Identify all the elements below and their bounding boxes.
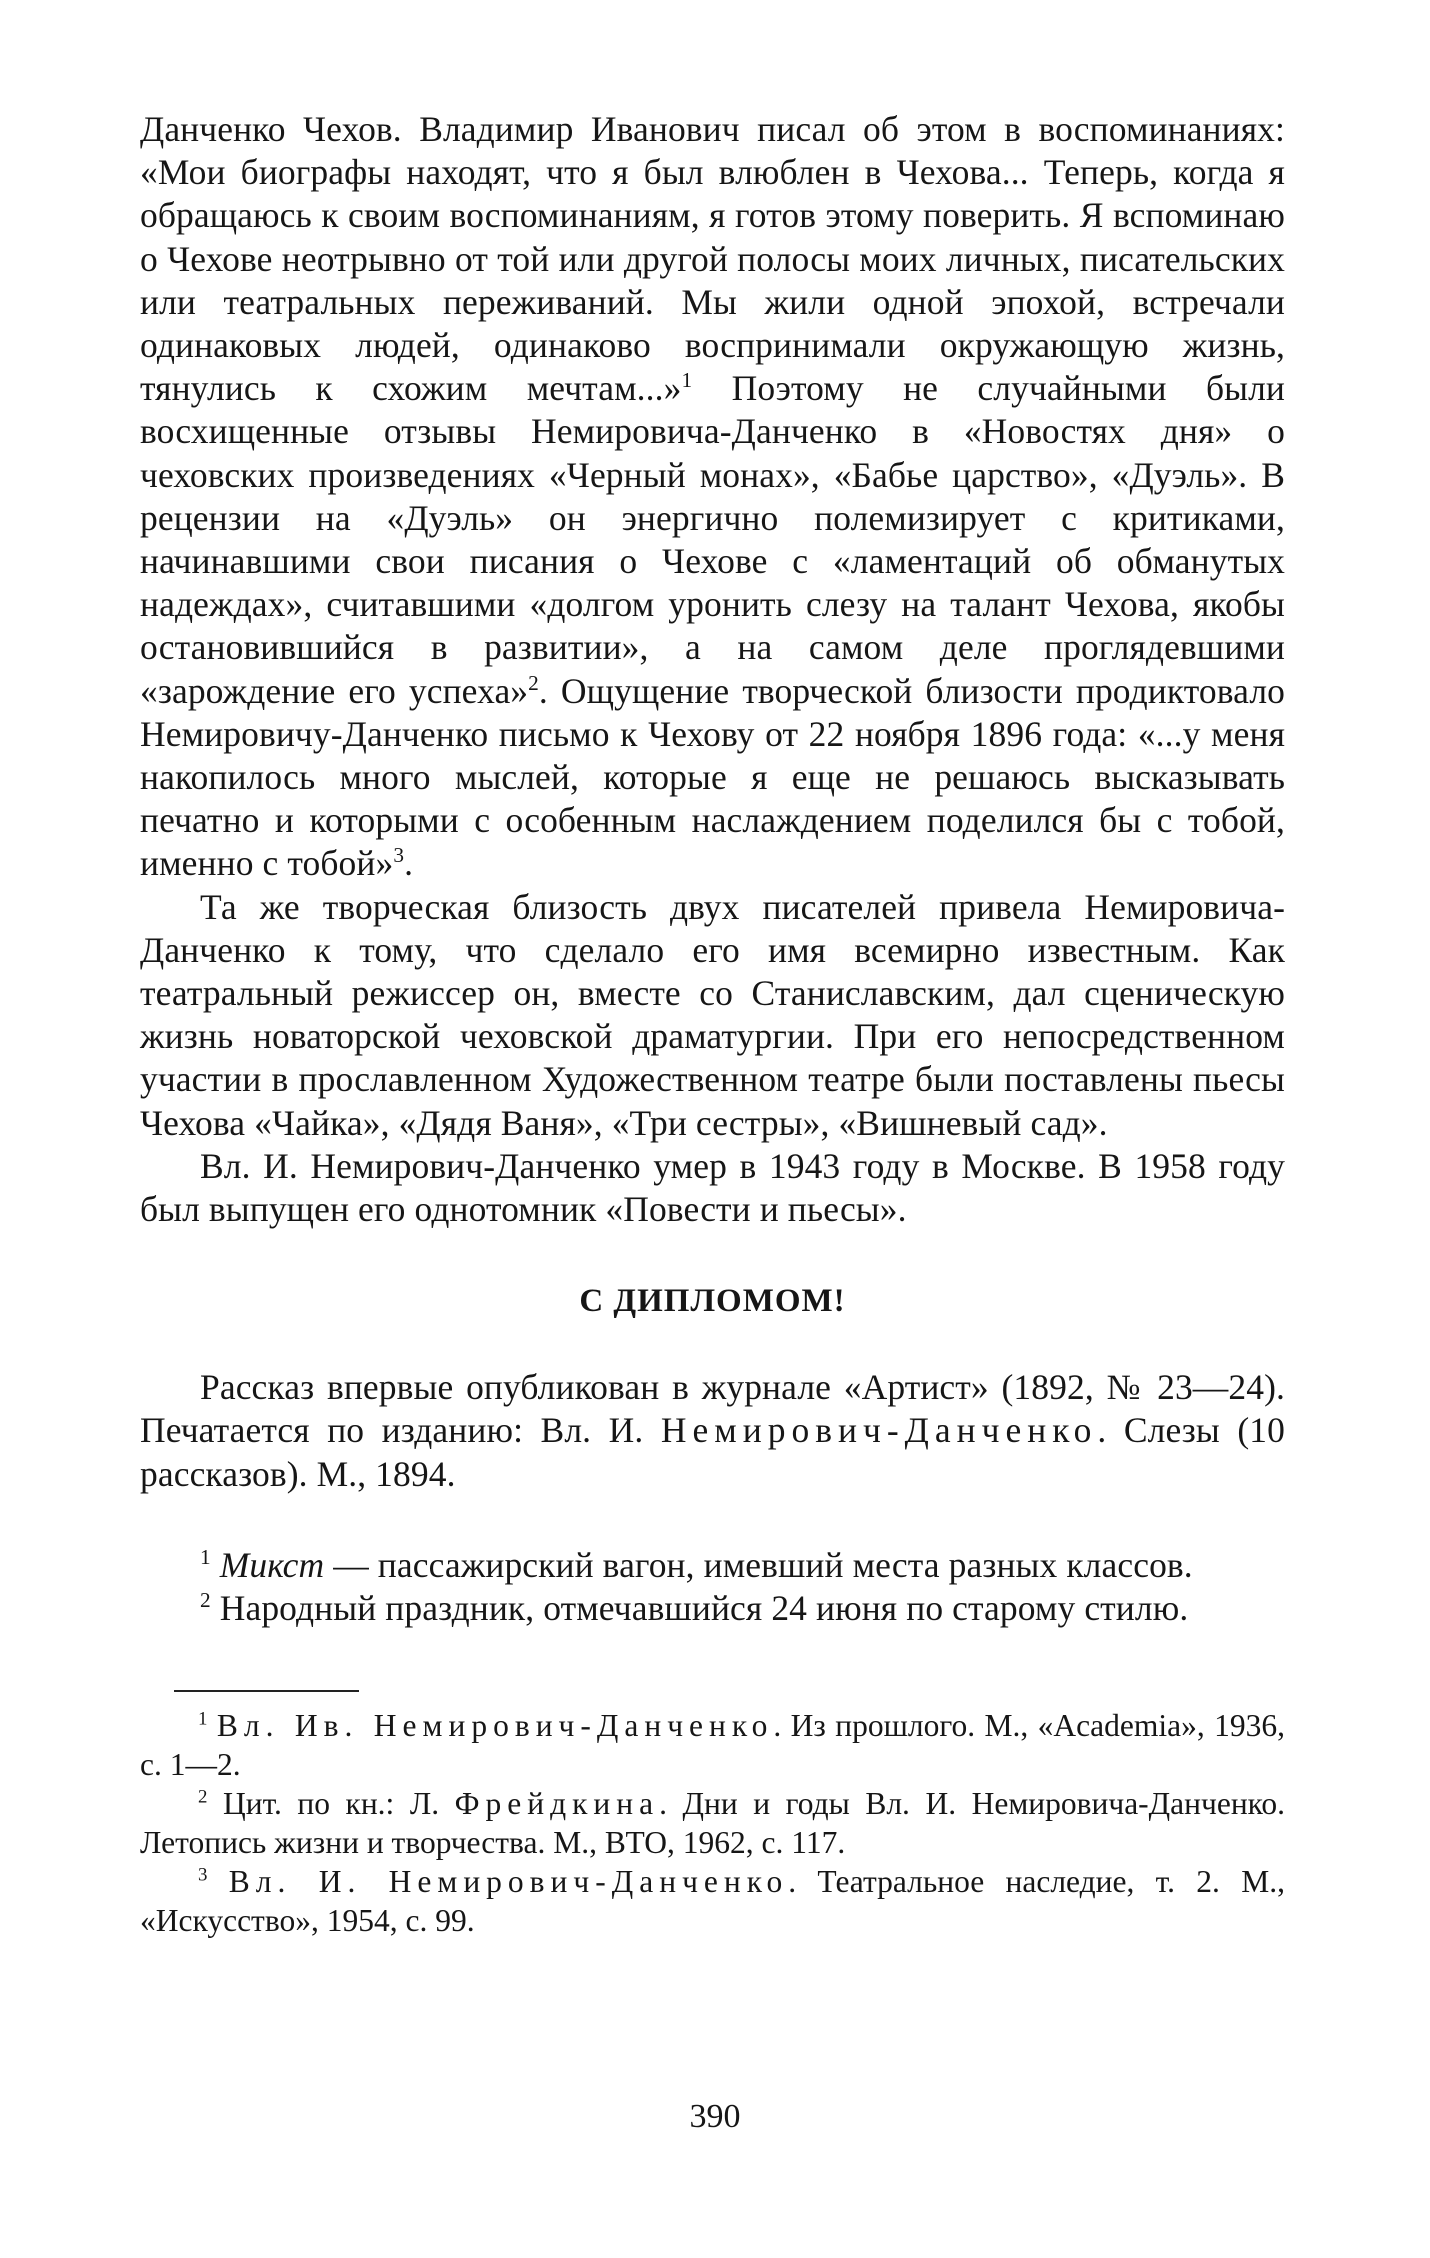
section-heading: С ДИПЛОМОМ! [579,1283,846,1320]
paragraph-2: Та же творческая близость двух писателей привела Немировича-Данченко к тому, что сделало его имя всемирно известным. Как театральный режиссер он, вместе со Станиславским, дал сценическую жизнь новаторской чеховской драматургии. При его непосредственном участии в прославленном Художественном театре были поставлены пьесы Чехова «Чайка», «Дядя Ваня», «Три сестры», «Вишневый сад». [140,886,1285,1143]
footnote-3-number: 3 [198,1864,208,1886]
paragraph-1-end: . [404,843,414,884]
footnote-2-author: Фрейдкина [454,1786,660,1822]
footnote-3-author: Вл. И. Немирович-Данченко [228,1864,789,1900]
story-note-2-text: Народный праздник, отмечавшийся 24 июня по старому стилю. [210,1588,1189,1629]
story-note-1-number: 1 [200,1545,211,1570]
footnote-3 [140,1862,1285,1940]
footnote-2-text-a: Цит. по кн.: Л. [207,1786,440,1822]
paragraph-1-text-c: . Ощущение творческой близости продиктовало Немировичу-Данченко письмо к Чехову от 22 ноября 1896 года: «...у меня накопилось много мыслей, которые я еще не решаюсь высказывать печатно и которыми с особенным наслаждением поделился бы с тобой, именно с тобой» [140,670,1286,884]
footnote-2-text-b: . Дни и годы Вл. И. Немировича-Данченко. Летопись жизни и творчества. М., ВТО, 1962, с. 117. [140,1786,1286,1861]
page-number: 390 [689,2098,741,2135]
commentary-author: Немирович-Данченко [660,1410,1098,1451]
footnote-ref-1[interactable]: 1 [681,368,693,393]
story-note-1 [140,1544,1285,1587]
footnote-2-number: 2 [198,1786,208,1808]
story-note-2-number: 2 [200,1588,211,1613]
page-body [140,108,1285,1940]
story-note-2 [140,1587,1285,1630]
footnote-1-number: 1 [198,1708,208,1730]
paragraph-1-text: Данченко Чехов. Владимир Иванович писал об этом в воспоминаниях: «Мои биографы находят, что я был влюблен в Чехова... Теперь, когда я обращаюсь к своим воспоминаниям, я готов этому поверить. Я вспоминаю о Чехове неотрывно от той или другой полосы моих личных, писательских или театральных переживаний. Мы жили одной эпохой, встречали одинаковых людей, одинаково воспринимали окружающую жизнь, тянулись к схожим мечтам...» [140,109,1285,409]
footnote-1-text: . Из прошлого. М., «Academia», 1936, с. 1—2. [140,1708,1285,1783]
story-note-1-text: — пассажирский вагон, имевший места разных классов. [324,1544,1193,1585]
commentary-paragraph [140,1366,1285,1496]
commentary-text-b: . Слезы (10 рассказов). М., 1894. [140,1410,1285,1494]
footnote-ref-2[interactable]: 2 [528,670,539,695]
footnotes [140,1706,1285,1940]
footnote-divider [174,1690,359,1692]
footnote-2 [140,1784,1285,1862]
paragraph-3: Вл. И. Немирович-Данченко умер в 1943 году в Москве. В 1958 году был выпущен его однотомник «Повести и пьесы». [140,1145,1285,1230]
footnote-3-text: . Театральное наследие, т. 2. М., «Искусство», 1954, с. 99. [140,1864,1285,1939]
footnote-1 [140,1706,1285,1784]
paragraph-1-text-b: Поэтому не случайными были восхищенные отзывы Немировича-Данченко в «Новостях дня» о чеховских произведениях «Черный монах», «Бабье царство», «Дуэль». В рецензии на «Дуэль» он энергично полемизирует с критиками, начинавшими свои писания о Чехове с «ламентаций об обманутых надеждах», считавшими «долгом уронить слезу на талант Чехова, якобы остановившийся в развитии», а на самом деле проглядевшими «зарождение его успеха» [140,368,1285,711]
footnote-1-author: Вл. Ив. Немирович-Данченко [216,1708,774,1744]
story-notes [140,1544,1285,1630]
commentary-text-a: Рассказ впервые опубликован в журнале «Артист» (1892, № 23—24). Печатается по изданию: Вл. И. [140,1367,1285,1451]
paragraph-1 [140,108,1285,886]
story-note-1-term: Микст [219,1544,325,1585]
footnote-ref-3[interactable]: 3 [393,843,405,868]
